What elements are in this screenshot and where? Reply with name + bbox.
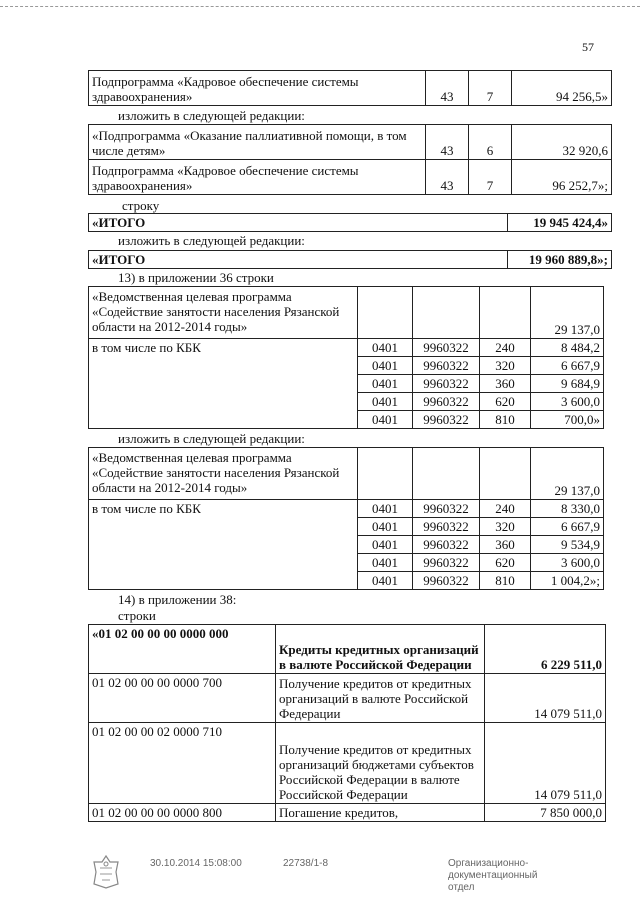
csr-cell: 9960322	[413, 393, 480, 411]
csr-cell: 9960322	[413, 375, 480, 393]
value-cell: 6 667,9	[531, 518, 604, 536]
code-cell: 01 02 00 00 00 0000 700	[89, 674, 276, 723]
value-cell: 6 229 511,0	[485, 625, 606, 674]
table-row	[89, 251, 612, 269]
program-name-cell: «Ведомственная целевая программа «Содействие занятости населения Рязанской области на 2012-2014 годы»	[89, 448, 358, 500]
code-cell: 7	[469, 71, 512, 106]
name-cell: Получение кредитов от кредитных организаций бюджетами субъектов Российской Федерации в валюте Российской Федерации	[276, 723, 485, 804]
sec-cell: 0401	[358, 393, 413, 411]
total-table-new	[88, 250, 612, 269]
sec-cell: 0401	[358, 357, 413, 375]
vr-cell: 620	[480, 393, 531, 411]
footer-datetime: 30.10.2014 15:08:00	[150, 858, 242, 869]
section-heading: 13) в приложении 36 строки	[118, 270, 274, 285]
code-cell: 43	[426, 71, 469, 106]
sec-cell: 0401	[358, 554, 413, 572]
vr-cell: 240	[480, 500, 531, 518]
empty-cell	[480, 287, 531, 339]
footer-doc-number: 22738/1-8	[283, 858, 329, 869]
sec-cell: 0401	[358, 500, 413, 518]
total-value: 19 960 889,8»;	[508, 251, 612, 269]
vr-cell: 320	[480, 518, 531, 536]
code-cell: 43	[426, 160, 469, 195]
program-name-cell: Подпрограмма «Кадровое обеспечение системы здравоохранения»	[89, 71, 426, 106]
kbk-table-old	[88, 286, 604, 429]
code-cell: 7	[469, 160, 512, 195]
value-cell: 8 484,2	[531, 339, 604, 357]
instruction-text: изложить в следующей редакции:	[118, 233, 305, 248]
csr-cell: 9960322	[413, 554, 480, 572]
table-row	[89, 339, 604, 357]
csr-cell: 9960322	[413, 536, 480, 554]
name-cell: Получение кредитов от кредитных организаций в валюте Российской Федерации	[276, 674, 485, 723]
value-cell: 9 684,9	[531, 375, 604, 393]
program-name-cell: «Ведомственная целевая программа «Содействие занятости населения Рязанской области на 2012-2014 годы»	[89, 287, 358, 339]
table-row	[89, 804, 606, 822]
program-name-cell: Подпрограмма «Кадровое обеспечение системы здравоохранения»	[89, 160, 426, 195]
csr-cell: 9960322	[413, 411, 480, 429]
code-cell: 6	[469, 125, 512, 160]
table-row	[89, 71, 612, 106]
vr-cell: 360	[480, 536, 531, 554]
value-cell: 14 079 511,0	[485, 723, 606, 804]
total-label: «ИТОГО	[89, 214, 508, 232]
sec-cell: 0401	[358, 536, 413, 554]
empty-cell	[358, 448, 413, 500]
vr-cell: 240	[480, 339, 531, 357]
empty-cell	[480, 448, 531, 500]
value-cell: 14 079 511,0	[485, 674, 606, 723]
coat-of-arms-icon	[90, 854, 122, 890]
csr-cell: 9960322	[413, 518, 480, 536]
value-cell: 32 920,6	[512, 125, 612, 160]
row-word: строку	[122, 198, 160, 213]
credits-table	[88, 624, 606, 822]
kbk-label: в том числе по КБК	[89, 339, 358, 429]
table-row	[89, 125, 612, 160]
csr-cell: 9960322	[413, 339, 480, 357]
csr-cell: 9960322	[413, 357, 480, 375]
code-cell: 43	[426, 125, 469, 160]
sec-cell: 0401	[358, 411, 413, 429]
table-row	[89, 160, 612, 195]
value-cell: 6 667,9	[531, 357, 604, 375]
table-row	[89, 287, 604, 339]
table-row	[89, 448, 604, 500]
top-scan-edge	[0, 6, 640, 8]
value-cell: 9 534,9	[531, 536, 604, 554]
code-cell: «01 02 00 00 00 0000 000	[89, 625, 276, 674]
empty-cell	[413, 287, 480, 339]
empty-cell	[358, 287, 413, 339]
sec-cell: 0401	[358, 339, 413, 357]
footer-department: Организационно-документационный отдел	[448, 858, 538, 893]
value-cell: 29 137,0	[531, 448, 604, 500]
value-cell: 3 600,0	[531, 554, 604, 572]
value-cell: 94 256,5»	[512, 71, 612, 106]
kbk-table-new	[88, 447, 604, 590]
table-row	[89, 625, 606, 674]
table-row	[89, 214, 612, 232]
total-value: 19 945 424,4»	[508, 214, 612, 232]
table-row	[89, 500, 604, 518]
vr-cell: 360	[480, 375, 531, 393]
vr-cell: 620	[480, 554, 531, 572]
vr-cell: 810	[480, 411, 531, 429]
vr-cell: 810	[480, 572, 531, 590]
program-table-new	[88, 124, 612, 195]
instruction-text: изложить в следующей редакции:	[118, 431, 305, 446]
code-cell: 01 02 00 00 00 0000 800	[89, 804, 276, 822]
program-name-cell: «Подпрограмма «Оказание паллиативной помощи, в том числе детям»	[89, 125, 426, 160]
vr-cell: 320	[480, 357, 531, 375]
value-cell: 8 330,0	[531, 500, 604, 518]
page-number: 57	[582, 40, 594, 54]
value-cell: 1 004,2»;	[531, 572, 604, 590]
code-cell: 01 02 00 00 02 0000 710	[89, 723, 276, 804]
sec-cell: 0401	[358, 375, 413, 393]
csr-cell: 9960322	[413, 572, 480, 590]
kbk-label: в том числе по КБК	[89, 500, 358, 590]
rows-word: строки	[118, 608, 156, 623]
sec-cell: 0401	[358, 572, 413, 590]
section-heading: 14) в приложении 38:	[118, 592, 237, 607]
empty-cell	[413, 448, 480, 500]
value-cell: 29 137,0	[531, 287, 604, 339]
value-cell: 3 600,0	[531, 393, 604, 411]
value-cell: 7 850 000,0	[485, 804, 606, 822]
total-label: «ИТОГО	[89, 251, 508, 269]
csr-cell: 9960322	[413, 500, 480, 518]
name-cell: Погашение кредитов,	[276, 804, 485, 822]
sec-cell: 0401	[358, 518, 413, 536]
instruction-text: изложить в следующей редакции:	[118, 108, 305, 123]
value-cell: 700,0»	[531, 411, 604, 429]
total-table-old	[88, 213, 612, 232]
table-row	[89, 674, 606, 723]
program-table-old	[88, 70, 612, 106]
name-cell: Кредиты кредитных организаций в валюте Российской Федерации	[276, 625, 485, 674]
value-cell: 96 252,7»;	[512, 160, 612, 195]
table-row	[89, 723, 606, 804]
